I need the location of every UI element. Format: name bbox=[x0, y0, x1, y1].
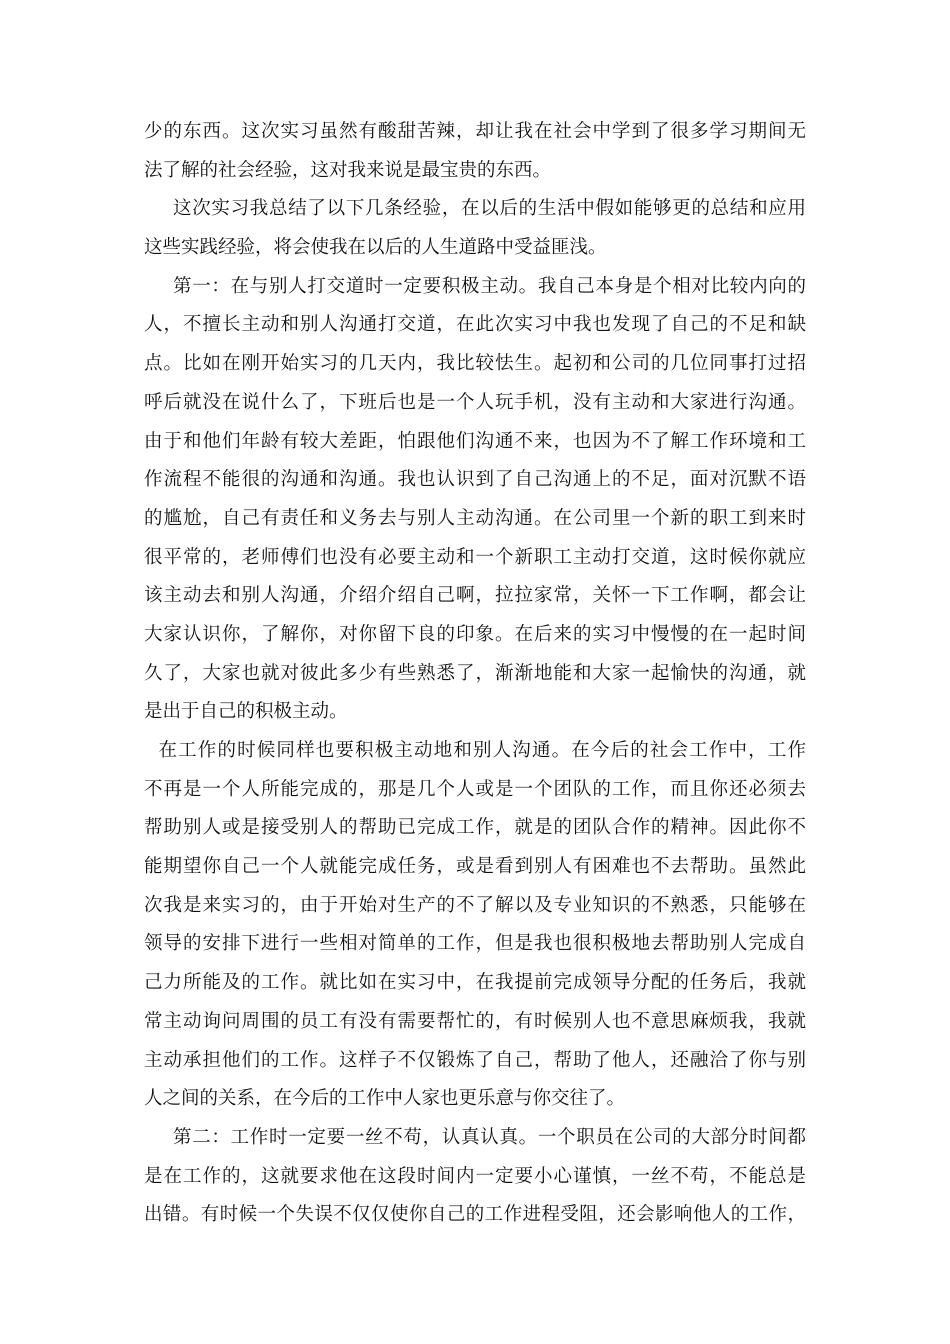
text-line: 能期望你自己一个人就能完成任务，或是看到别人有困难也不去帮助。虽然此 bbox=[144, 856, 806, 878]
text-line: 第二：工作时一定要一丝不苟，认真认真。一个职员在公司的大部分时间都 bbox=[173, 1126, 806, 1148]
text-line: 出错。有时候一个失误不仅仅使你自己的工作进程受阻，还会影响他人的工作， bbox=[144, 1204, 806, 1226]
text-line: 人之间的关系，在今后的工作中人家也更乐意与你交往了。 bbox=[144, 1088, 626, 1110]
text-line: 是在工作的，这就要求他在这段时间内一定要小心谨慎，一丝不苟，不能总是 bbox=[144, 1165, 806, 1187]
text-line: 大家认识你，了解你，对你留下良的印象。在后来的实习中慢慢的在一起时间 bbox=[144, 623, 806, 645]
text-line: 在工作的时候同样也要积极主动地和别人沟通。在今后的社会工作中，工作 bbox=[158, 740, 806, 761]
text-line: 第一：在与别人打交道时一定要积极主动。我自己本身是个相对比较内向的 bbox=[173, 275, 806, 297]
text-line: 少的东西。这次实习虽然有酸甜苦辣，却让我在社会中学到了很多学习期间无 bbox=[144, 121, 806, 142]
text-line: 人，不擅长主动和别人沟通打交道，在此次实习中我也发现了自己的不足和缺 bbox=[144, 314, 806, 336]
text-line: 不再是一个人所能完成的，那是几个人或是一个团队的工作，而且你还必须去 bbox=[144, 778, 806, 800]
text-line: 很平常的，老师傅们也没有必要主动和一个新职工主动打交道，这时候你就应 bbox=[144, 546, 806, 568]
text-line: 法了解的社会经验，这对我来说是最宝贵的东西。 bbox=[144, 159, 552, 181]
text-line: 常主动询问周围的员工有没有需要帮忙的，有时候别人也不意思麻烦我，我就 bbox=[144, 1010, 806, 1032]
text-line: 久了，大家也就对彼此多少有些熟悉了，渐渐地能和大家一起愉快的沟通，就 bbox=[144, 662, 806, 684]
text-line: 己力所能及的工作。就比如在实习中，在我提前完成领导分配的任务后，我就 bbox=[144, 972, 806, 994]
text-line: 这些实践经验，将会使我在以后的人生道路中受益匪浅。 bbox=[144, 237, 607, 259]
text-line: 呼后就没在说什么了，下班后也是一个人玩手机，没有主动和大家进行沟通。 bbox=[144, 391, 806, 413]
text-line: 主动承担他们的工作。这样子不仅锻炼了自己，帮助了他人，还融洽了你与别 bbox=[144, 1049, 806, 1071]
text-line: 领导的安排下进行一些相对简单的工作，但是我也很积极地去帮助别人完成自 bbox=[144, 933, 806, 955]
text-line: 作流程不能很的沟通和沟通。我也认识到了自己沟通上的不足，面对沉默不语 bbox=[144, 469, 806, 491]
text-line: 这次实习我总结了以下几条经验，在以后的生活中假如能够更的总结和应用 bbox=[173, 198, 806, 220]
text-line: 次我是来实习的，由于开始对生产的不了解以及专业知识的不熟悉，只能够在 bbox=[144, 894, 806, 916]
text-line: 是出于自己的积极主动。 bbox=[144, 701, 348, 723]
text-line: 点。比如在刚开始实习的几天内，我比较怯生。起初和公司的几位同事打过招 bbox=[144, 353, 806, 375]
text-line: 由于和他们年龄有较大差距，怕跟他们沟通不来，也因为不了解工作环境和工 bbox=[144, 430, 806, 452]
body-text bbox=[144, 113, 806, 1235]
text-line: 该主动去和别人沟通，介绍介绍自己啊，拉拉家常，关怀一下工作啊，都会让 bbox=[144, 585, 806, 607]
text-line: 帮助别人或是接受别人的帮助已完成工作，就是的团队合作的精神。因此你不 bbox=[144, 817, 806, 839]
text-line: 的尴尬，自己有责任和义务去与别人主动沟通。在公司里一个新的职工到来时 bbox=[144, 507, 806, 529]
